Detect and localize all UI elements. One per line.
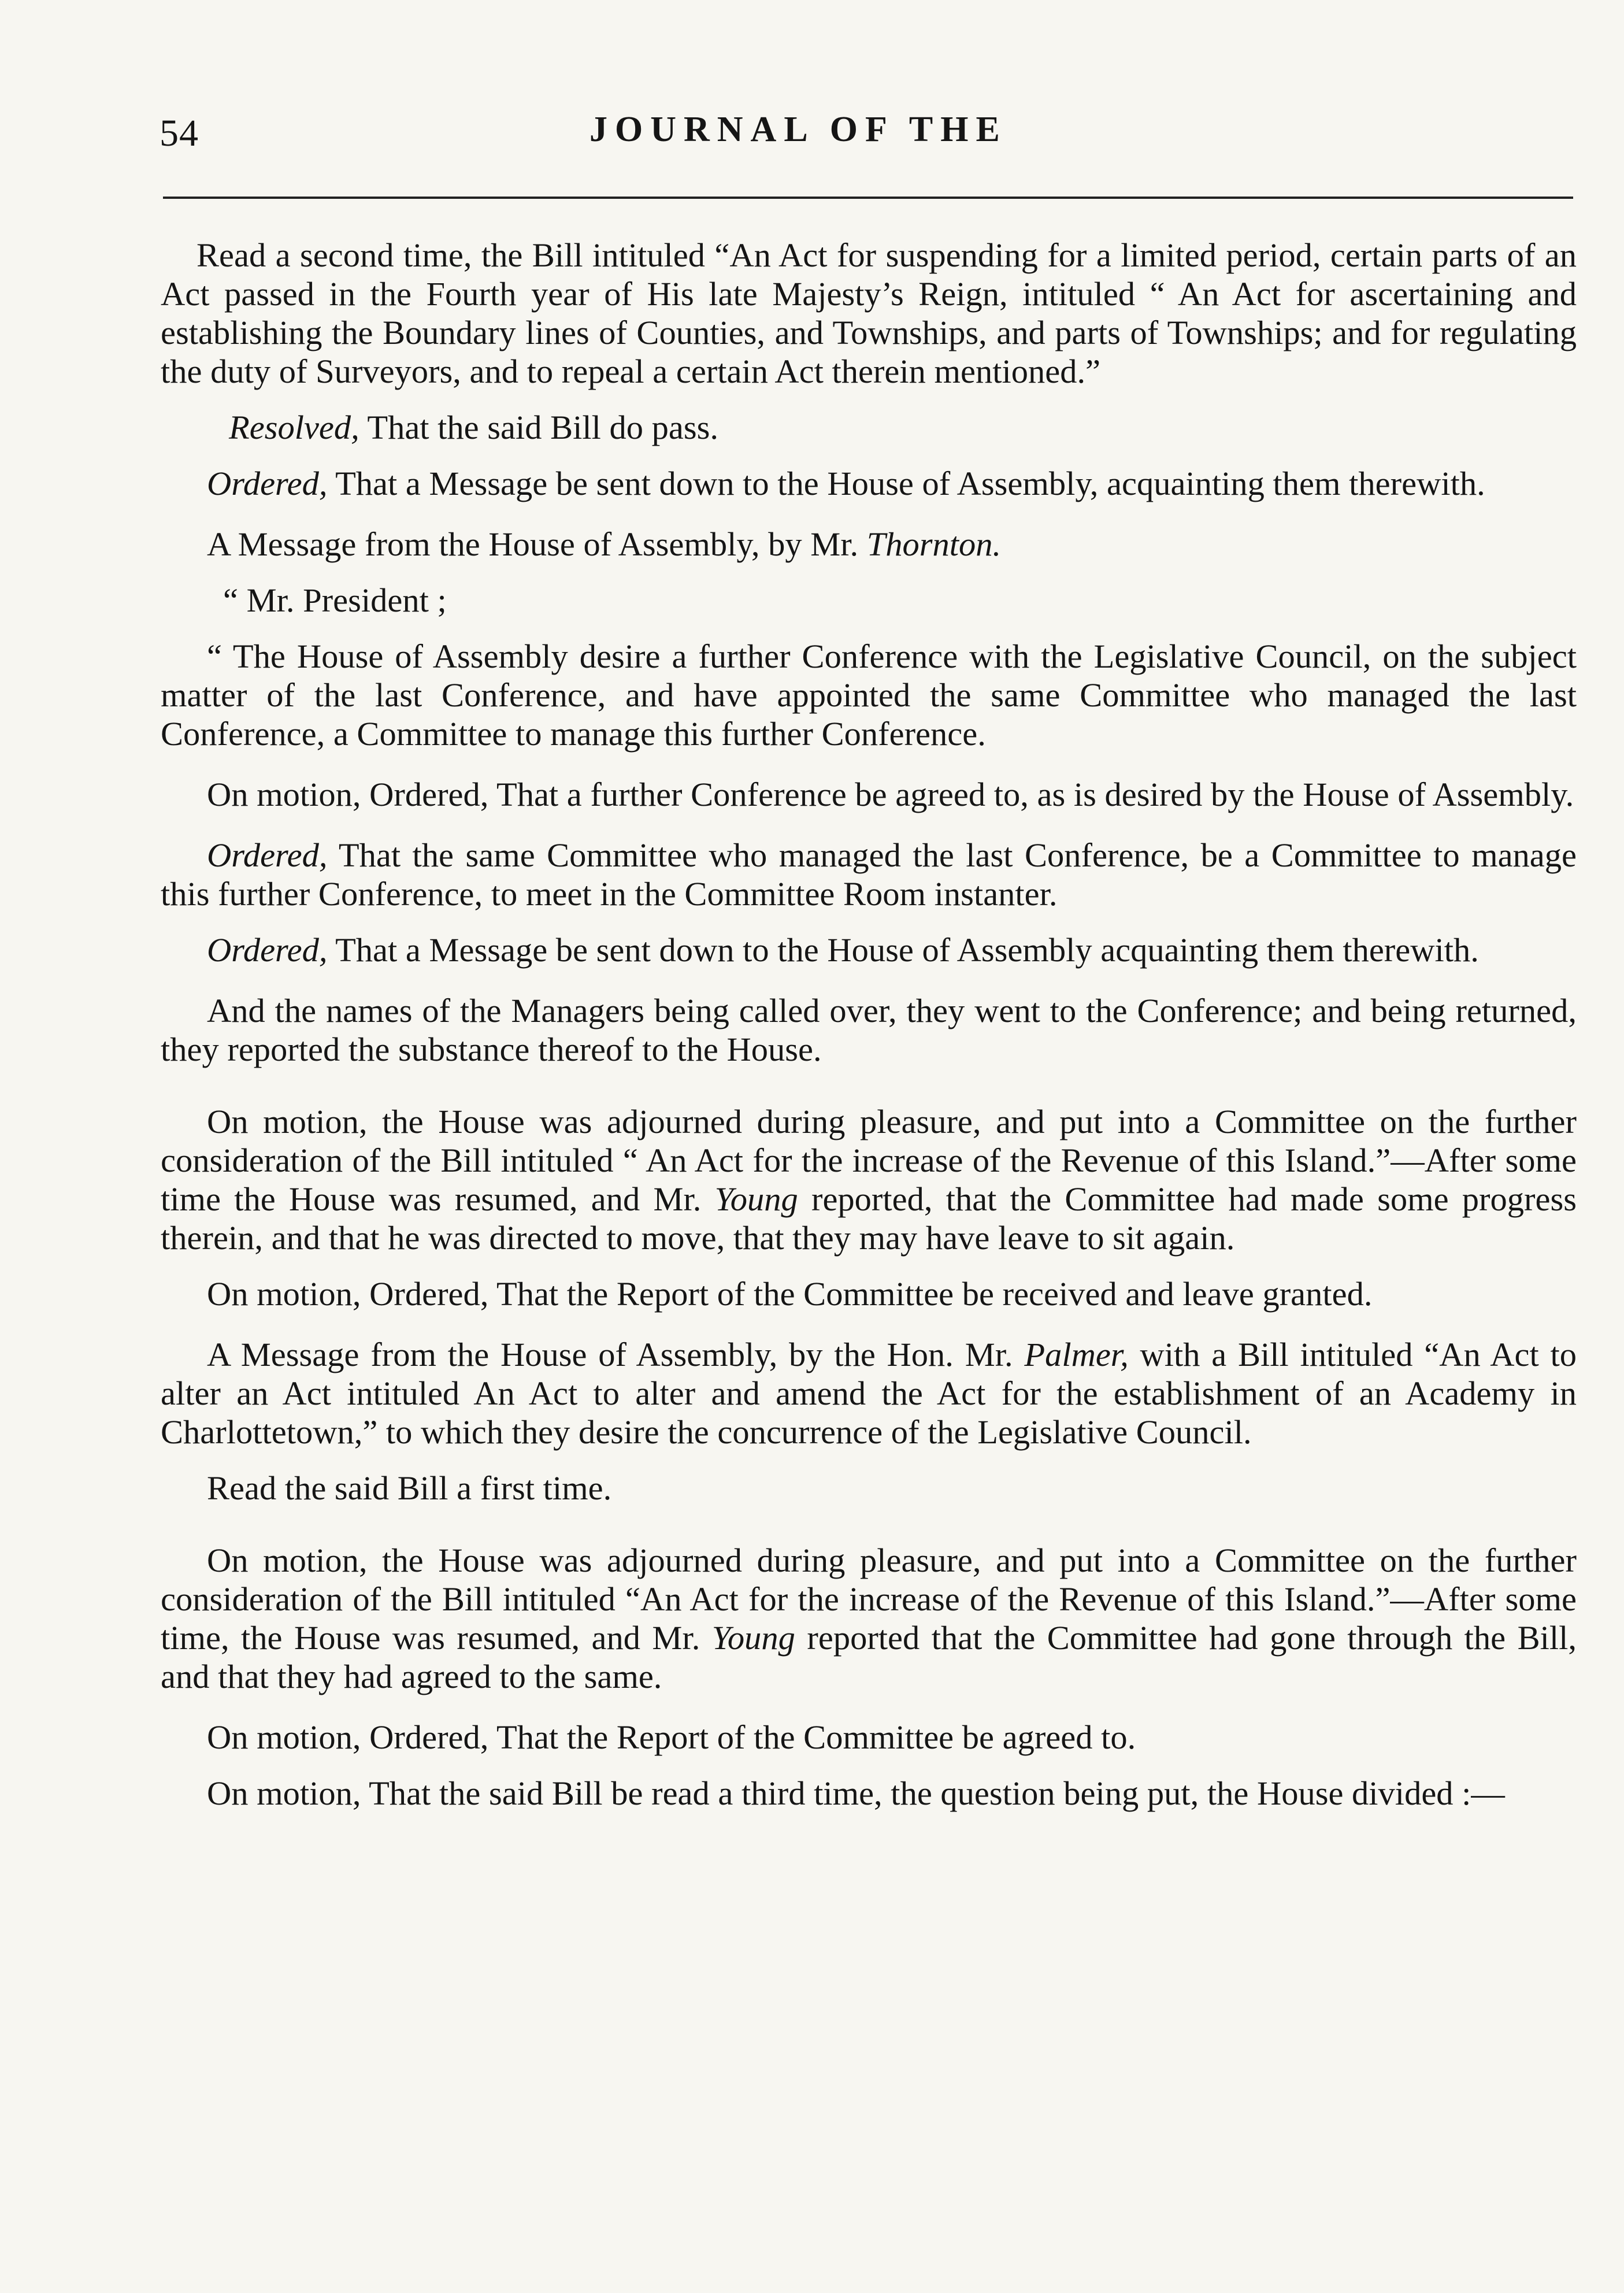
paragraph-report-agreed: On motion, Ordered, That the Report of the Committee be agreed to. bbox=[207, 1718, 1136, 1756]
paragraph-report-received: On motion, Ordered, That the Report of the Committee be received and leave granted. bbox=[207, 1275, 1373, 1313]
paragraph-ordered-committee: Ordered, That the same Committee who managed the last Conference, be a Committee to manage this further Conference, to meet in the Committee Room instanter. bbox=[161, 836, 1577, 913]
paragraph-first-reading: Read the said Bill a first time. bbox=[207, 1469, 612, 1507]
journal-body bbox=[161, 236, 1577, 1813]
paragraph-message-palmer: A Message from the House of Assembly, by the Hon. Mr. Palmer, with a Bill intituled “An Act to alter an Act intituled An Act to alter and amend the Act for the establishment of an Academy in Charlottetown,” to which they desire the concurrence of the Legislative Council. bbox=[161, 1336, 1577, 1451]
paragraph-house-divided: On motion, That the said Bill be read a third time, the question being put, the House divided :— bbox=[207, 1775, 1505, 1812]
name-thornton: Thornton. bbox=[866, 525, 1002, 563]
paragraph-resolved: Resolved, That the said Bill do pass. bbox=[229, 409, 719, 446]
paragraph-ordered-message: Ordered, That a Message be sent down to the House of Assembly, acquainting them therewith. bbox=[207, 465, 1485, 502]
running-head: JOURNAL OF THE bbox=[589, 110, 1007, 149]
header-rule bbox=[163, 197, 1573, 199]
paragraph-committee-through: On motion, the House was adjourned during pleasure, and put into a Committee on the further consideration of the Bill intituled “An Act for the increase of the Revenue of this Island.”—After some time, the House was resumed, and Mr. Young reported that the Committee had gone through the Bill, and that they had agreed to the same. bbox=[161, 1542, 1577, 1695]
page-number: 54 bbox=[160, 112, 199, 154]
name-young: Young bbox=[711, 1619, 795, 1657]
paragraph-mr-president: “ Mr. President ; bbox=[223, 581, 447, 619]
paragraph-message-thornton: A Message from the House of Assembly, by Mr. Thornton. bbox=[207, 525, 1002, 563]
paragraph-conference-agreed: On motion, Ordered, That a further Conference be agreed to, as is desired by the House of Assembly. bbox=[207, 776, 1574, 813]
ordered-lead: Ordered, bbox=[207, 931, 328, 969]
name-young: Young bbox=[714, 1180, 798, 1218]
ordered-lead: Ordered, bbox=[207, 836, 328, 874]
name-palmer: Palmer, bbox=[1024, 1336, 1129, 1373]
paragraph-bill-second-reading: Read a second time, the Bill intituled “An Act for suspending for a limited period, certain parts of an Act passed in the Fourth year of His late Majesty’s Reign, intituled “ An Act for ascertaining and establishing the Boundary lines of Counties, and Townships, and parts of Townships; and for regulating the duty of Surveyors, and to repeal a certain Act therein mentioned.” bbox=[161, 236, 1577, 390]
paragraph-ordered-acquaint: Ordered, That a Message be sent down to the House of Assembly acquainting them therewith. bbox=[207, 931, 1479, 969]
ordered-lead: Ordered, bbox=[207, 465, 328, 502]
paragraph-committee-progress: On motion, the House was adjourned during pleasure, and put into a Committee on the further consideration of the Bill intituled “ An Act for the increase of the Revenue of this Island.”—After some time the House was resumed, and Mr. Young reported, that the Committee had made some progress therein, and that he was directed to move, that they may have leave to sit again. bbox=[161, 1103, 1577, 1257]
paragraph-assembly-desire: “ The House of Assembly desire a further Conference with the Legislative Council, on the subject matter of the last Conference, and have appointed the same Committee who managed the last Conference, a Committee to manage this further Conference. bbox=[161, 638, 1577, 753]
paragraph-managers-called: And the names of the Managers being called over, they went to the Conference; and being returned, they reported the substance thereof to the House. bbox=[161, 992, 1577, 1068]
resolved-lead: Resolved, bbox=[229, 409, 359, 446]
